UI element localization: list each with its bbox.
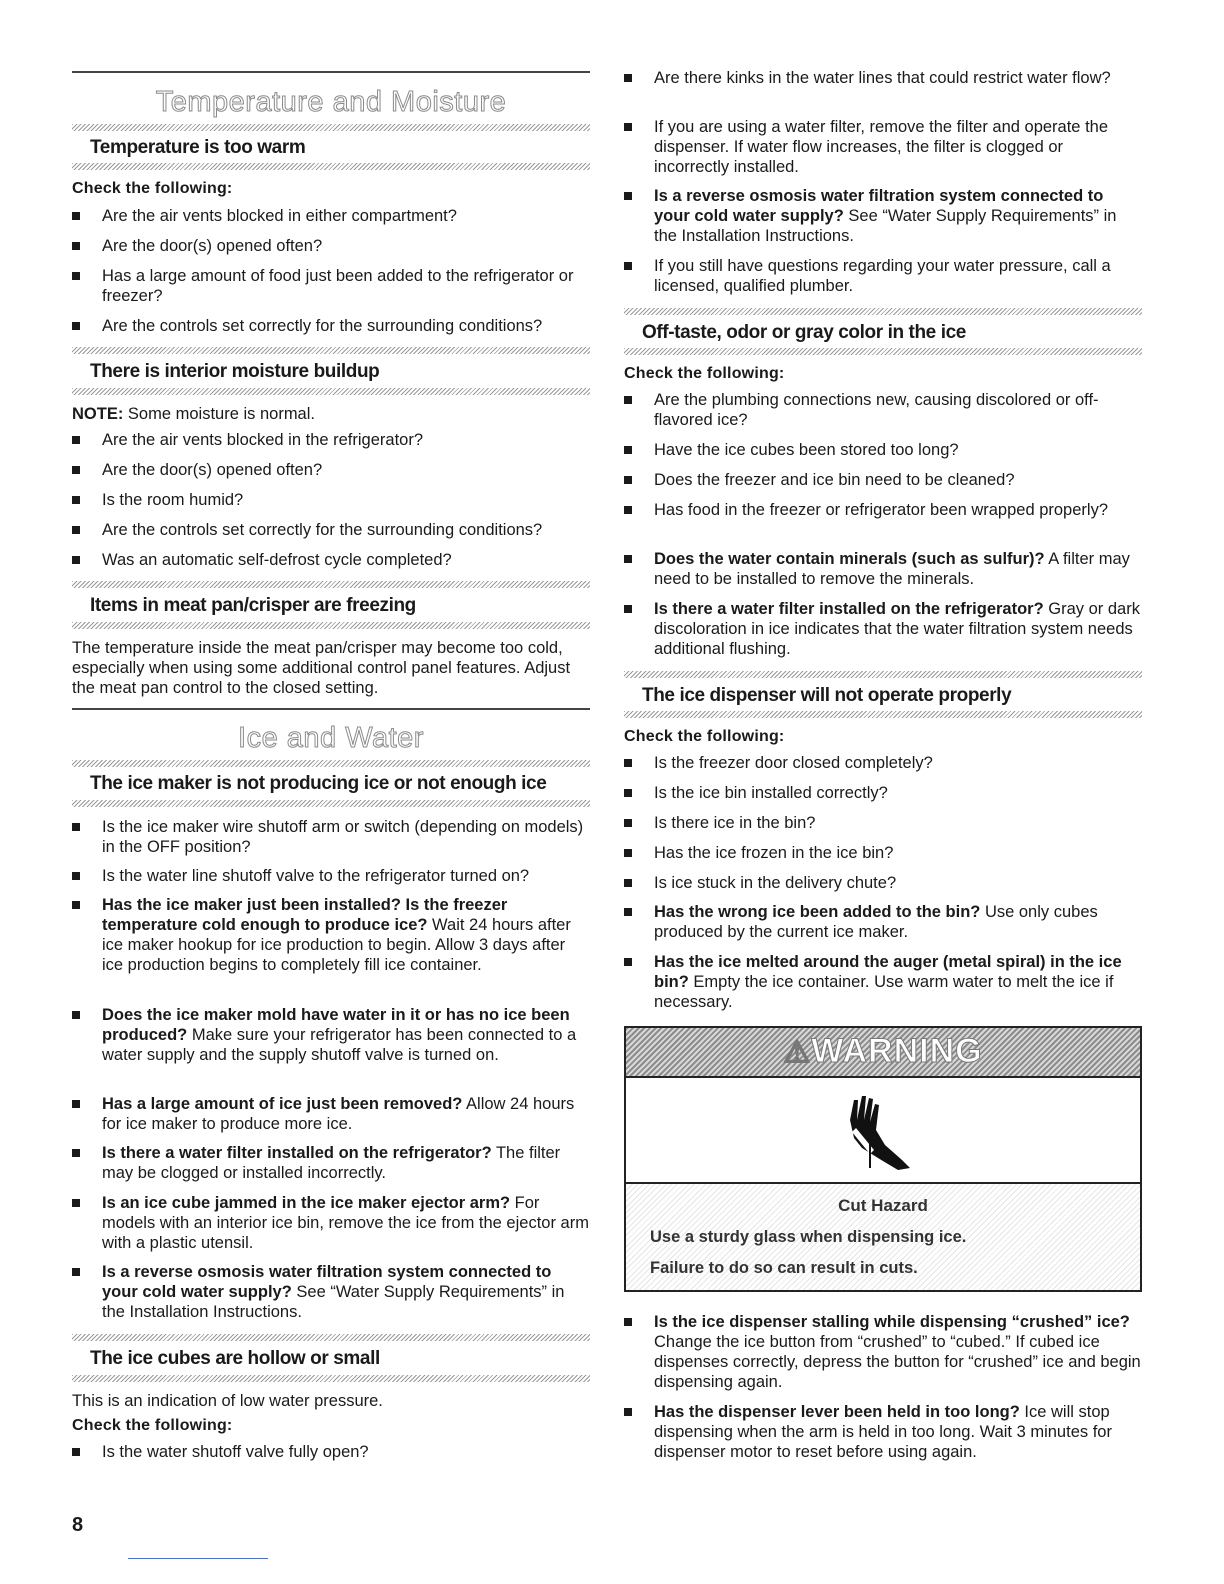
check-label: Check the following: [624,728,785,745]
warning-title: ⚠WARNING [783,1032,983,1070]
footer-rule [128,1558,268,1559]
heading-moisture: There is interior moisture buildup [90,361,380,382]
divider [72,347,590,354]
check-label: Check the following: [72,180,233,197]
heading-offtaste: Off-taste, odor or gray color in the ice [642,322,966,343]
check-label: Check the following: [72,1417,233,1434]
warning-instruction: Use a sturdy glass when dispensing ice. [650,1228,967,1246]
divider [72,622,590,629]
section-title-ice-water: Ice and Water [238,722,424,754]
cut-hazard-pictogram [626,1076,1140,1184]
divider [624,348,1142,355]
warning-box [624,1026,1142,1292]
hollow-paragraph: This is an indication of low water pressure. [72,1392,383,1410]
divider [72,760,590,767]
heading-dispenser: The ice dispenser will not operate properly [642,685,1012,706]
divider [72,124,590,131]
divider [72,388,590,395]
section-title-temperature: Temperature and Moisture [155,86,507,118]
divider [624,711,1142,718]
note: NOTE: Some moisture is normal. [72,405,315,423]
divider [624,671,1142,678]
heading-temp-warm: Temperature is too warm [90,137,306,158]
meatpan-paragraph: The temperature inside the meat pan/crisper may become too cold, especially when using some additional control panel features. Adjust the meat pan control to the closed setting. [72,639,571,697]
divider [72,1334,590,1341]
divider [72,581,590,588]
page-number: 8 [72,1514,84,1536]
heading-icemaker: The ice maker is not producing ice or not enough ice [90,773,547,794]
hazard-title: Cut Hazard [838,1196,928,1215]
divider [72,163,590,170]
warning-body [626,1184,1140,1290]
heading-meatpan: Items in meat pan/crisper are freezing [90,595,416,616]
divider [624,308,1142,315]
divider [72,800,590,807]
divider [72,708,590,710]
cut-hand-icon [626,1076,1140,1182]
warning-header [626,1028,1140,1078]
divider [72,71,590,73]
heading-hollow: The ice cubes are hollow or small [90,1348,380,1369]
divider [72,1375,590,1382]
warning-consequence: Failure to do so can result in cuts. [650,1259,918,1277]
warning-triangle-icon: ⚠ [783,1036,812,1069]
check-label: Check the following: [624,365,785,382]
